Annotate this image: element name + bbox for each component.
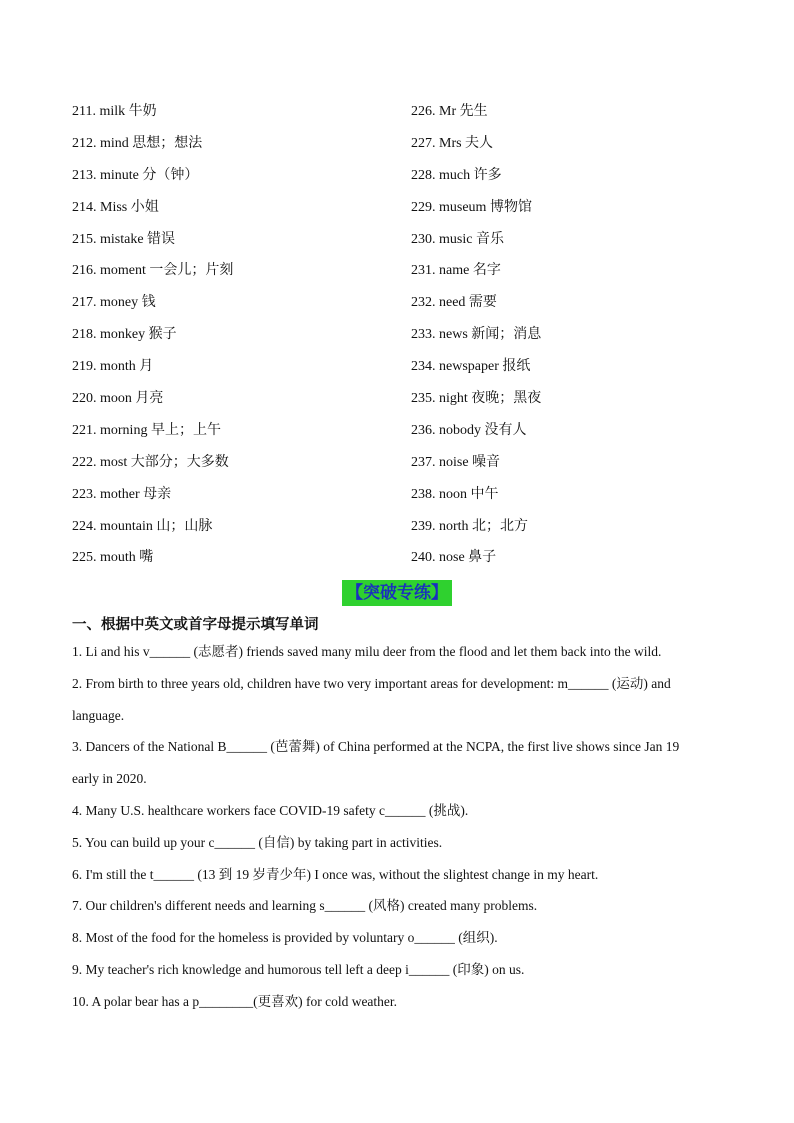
exercise-line: 1. Li and his v______ (志愿者) friends saved many milu deer from the flood and let them back into the wild.	[72, 644, 662, 659]
exercise-line: 4. Many U.S. healthcare workers face COVID-19 safety c______ (挑战).	[72, 802, 469, 818]
vocab-item: 224. mountain 山；山脉	[72, 518, 213, 534]
exercise-line: 5. You can build up your c______ (自信) by taking part in activities.	[72, 834, 443, 850]
exercise-line: 3. Dancers of the National B______ (芭蕾舞) of China performed at the NCPA, the first live shows since Jan 19	[72, 739, 680, 755]
vocab-item: 229. museum 博物馆	[411, 199, 532, 215]
exercise-line: 6. I'm still the t______ (13 到 19 岁青少年) I once was, without the slightest change in my heart.	[72, 866, 599, 882]
exercise-line: language.	[72, 707, 125, 723]
vocab-item: 238. noon 中午	[411, 486, 499, 502]
vocab-item: 228. much 许多	[411, 167, 502, 183]
vocab-item: 232. need 需要	[411, 295, 497, 311]
vocab-item: 239. north 北；北方	[411, 518, 529, 534]
exercise-list	[72, 636, 722, 1018]
vocab-item: 219. month 月	[72, 359, 154, 375]
vocab-item: 227. Mrs 夫人	[411, 135, 494, 151]
vocab-item: 226. Mr 先生	[411, 104, 488, 119]
exercise-line: 10. A polar bear has a p________(更喜欢) for cold weather.	[72, 993, 398, 1009]
vocabulary-list	[72, 96, 752, 574]
vocab-item: 212. mind 思想；想法	[72, 135, 203, 151]
section-title: 【突破专练】	[342, 580, 452, 606]
vocab-item: 218. monkey 猴子	[72, 327, 177, 343]
exercise-line: 8. Most of the food for the homeless is provided by voluntary o______ (组织).	[72, 930, 498, 946]
vocab-item: 234. newspaper 报纸	[411, 359, 531, 375]
vocab-item: 215. mistake 错误	[72, 231, 176, 247]
vocab-item: 237. noise 噪音	[411, 454, 501, 470]
vocab-item: 223. mother 母亲	[72, 486, 172, 502]
vocab-item: 231. name 名字	[411, 263, 501, 279]
section-title-wrap	[0, 580, 794, 606]
vocab-item: 217. money 钱	[72, 295, 156, 311]
vocab-item: 233. news 新闻；消息	[411, 327, 542, 343]
vocab-item: 225. mouth 嘴	[72, 550, 154, 566]
vocab-item: 222. most 大部分；大多数	[72, 454, 229, 470]
exercise-line: 9. My teacher's rich knowledge and humorous tell left a deep i______ (印象) on us.	[72, 961, 525, 977]
vocabulary-column-right	[411, 96, 750, 574]
vocab-item: 214. Miss 小姐	[72, 199, 159, 215]
exercise-line: 2. From birth to three years old, children have two very important areas for development: m______ (运动) and	[72, 675, 671, 691]
vocab-item: 220. moon 月亮	[72, 391, 164, 407]
exercise-line: early in 2020.	[72, 771, 147, 787]
vocab-item: 240. nose 鼻子	[411, 550, 497, 566]
vocab-item: 221. morning 早上；上午	[72, 422, 221, 438]
vocabulary-column-left	[72, 96, 411, 574]
part-heading: 一、根据中英文或首字母提示填写单词	[72, 617, 319, 633]
vocab-item: 236. nobody 没有人	[411, 422, 527, 438]
vocab-item: 235. night 夜晚；黑夜	[411, 391, 542, 407]
exercise-line: 7. Our children's different needs and learning s______ (风格) created many problems.	[72, 898, 538, 914]
vocab-item: 211. milk 牛奶	[72, 104, 157, 119]
vocab-item: 230. music 音乐	[411, 231, 504, 247]
vocab-item: 213. minute 分（钟）	[72, 167, 199, 183]
vocab-item: 216. moment 一会儿；片刻	[72, 263, 234, 279]
